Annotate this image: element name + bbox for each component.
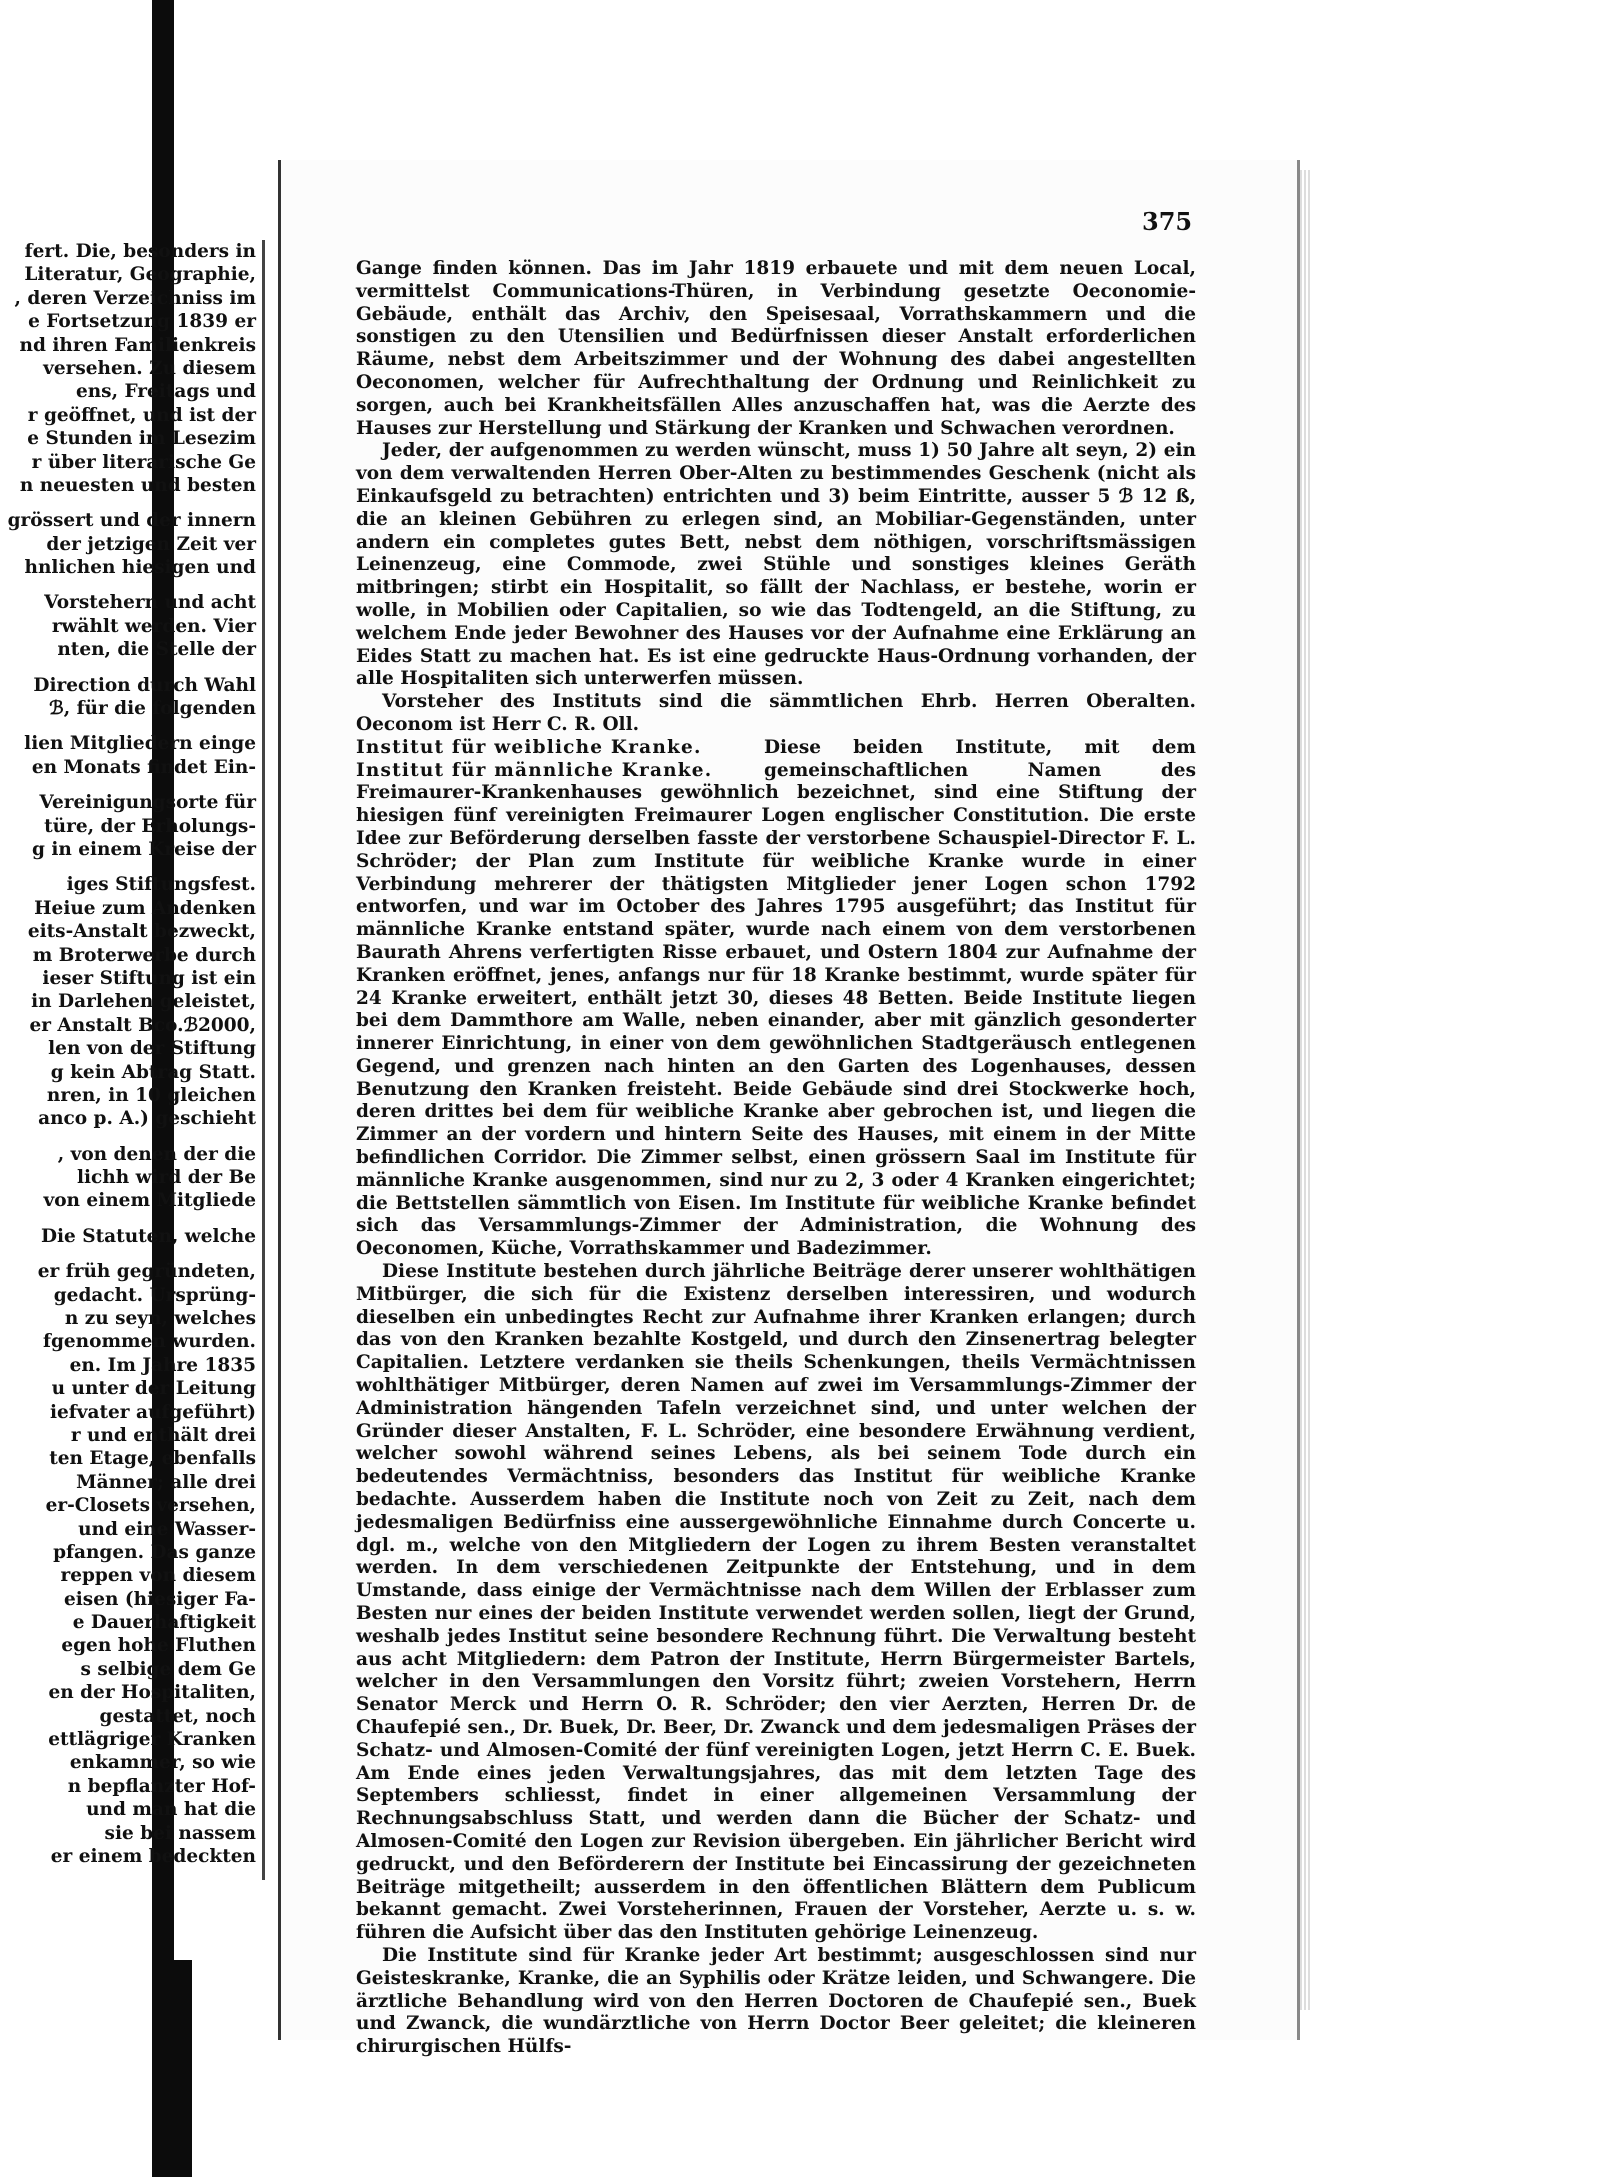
- left-page-line: [0, 497, 256, 509]
- left-page-fragment: [0, 240, 265, 1880]
- left-page-line: eisen (hiesiger Fa-: [63, 1588, 256, 1610]
- left-page-line: [0, 861, 256, 873]
- paragraph-freimaurer-krankenhaus: [356, 737, 1196, 1261]
- left-page-line: [0, 1248, 256, 1260]
- left-page-line: len von der Stiftung: [48, 1038, 256, 1060]
- left-page-line: [0, 779, 256, 791]
- left-page-line: von einem Mitgliede: [43, 1190, 256, 1212]
- paragraph-oeconomie: Gange finden können. Das im Jahr 1819 erbauete und mit dem neuen Local, vermittelst Communications-Thüren, in Verbindung gesetzte Oeconomie-Gebäude, enthält das Archiv, den Speisesaal, Vorrathskammern und die sonstigen zu den Utensilien und Bedürfnissen dieser Anstalt erforderlichen Räume, nebst dem Arbeitszimmer und der Wohnung des dabei angestellten Oeconomen, welcher für Aufrechthaltung der Ordnung und Reinlichkeit zu sorgen, auch bei Krankheitsfällen Alles anzuschaffen hat, was die Aerzte des Hauses zur Herstellung und Stärkung der Kranken und Schwachen verordnen.: [356, 258, 1196, 439]
- left-page-line: fert. Die, besonders in: [24, 241, 256, 262]
- left-page-line: nd ihren Familienkreis: [19, 334, 256, 356]
- left-page-line: en Monats findet Ein-: [31, 756, 256, 778]
- left-page-line: in Darlehen geleistet,: [31, 991, 256, 1013]
- left-page-line: en der Hospitaliten,: [48, 1682, 256, 1704]
- left-page-line: g kein Abtrag Statt.: [50, 1061, 256, 1083]
- left-page-text: [0, 240, 256, 1868]
- left-page-line: e Stunden im Lesezim: [27, 428, 256, 450]
- left-page-line: ettlägriger Kranken: [48, 1729, 256, 1751]
- left-page-line: eits-Anstalt bezweckt,: [27, 921, 256, 943]
- left-page-line: egen hohe Fluthen: [61, 1635, 256, 1657]
- left-page-line: [0, 662, 256, 674]
- left-page-line: hnlichen hiesigen und: [24, 557, 256, 579]
- left-page-line: n bepflanzter Hof-: [67, 1775, 256, 1797]
- left-page-line: fgenommen wurden.: [43, 1331, 256, 1353]
- main-text-column: [356, 258, 1196, 2059]
- left-page-line: gestattet, noch: [99, 1705, 256, 1727]
- left-page-line: en. Im Jahre 1835: [69, 1354, 256, 1376]
- paragraph-freimaurer-text: Diese beiden Institute, mit dem gemeinschaftlichen Namen des Freimaurer-Krankenhauses gewöhnlich bezeichnet, sind eine Stiftung der hiesigen fünf vereinigten Freimaurer Logen englischer Constitution. Die erste Idee zur Beförderung derselben fasste der verstorbene Schauspiel-Director F. L. Schröder; der Plan zum Institute für weibliche Kranke wurde in einer Verbindung mehrerer der thätigsten Mitglieder jener Logen schon 1792 entworfen, und war im October des Jahres 1795 ausgeführt; das Institut für männliche Kranke entstand später, wurde nach einem von dem verstorbenen Baurath Ahrens verfertigten Risse erbauet, und Ostern 1804 zur Aufnahme der Kranken eröffnet, jenes, anfangs nur für 18 Kranke bestimmt, wurde später für 24 Kranke erweitert, enthält jetzt 30, dieses 48 Betten. Beide Institute liegen bei dem Dammthore am Walle, neben einander, aber mit gänzlich gesonderter innerer Einrichtung, in einer von dem gewöhnlichen Stadtgeräusch entlegenen Gegend, und grenzen nach hinten an den Garten des Logenhauses, dessen Benutzung den Kranken freisteht. Beide Gebäude sind drei Stockwerke hoch, deren drittes bei dem für weibliche Kranke aber gebrochen ist, und liegen die Zimmer an der vordern und hintern Seite des Hauses, mit einem in der Mitte befindlichen Corridor. Die Zimmer selbst, einen grössern Saal im Institute für männliche Kranke ausgenommen, sind nur zu 2, 3 oder 4 Kranken eingerichtet; die Bettstellen sämmtlich von Eisen. Im Institute für weibliche Kranke befindet sich das Versammlungs-Zimmer der Administration, die Wohnung des Oeconomen, Küche, Vorrathskammer und Badezimmer.: [356, 736, 1196, 1260]
- left-page-line: iges Stiftungsfest.: [66, 874, 256, 896]
- left-page-line: ens, Freitags und: [75, 381, 256, 403]
- page-edges: [1300, 170, 1312, 2010]
- left-page-line: s selbige dem Ge: [80, 1658, 256, 1680]
- left-page-line: Die Statuten, welche: [40, 1225, 256, 1247]
- left-page-line: [0, 579, 256, 591]
- left-page-line: pfangen. Das ganze: [53, 1541, 256, 1563]
- left-page-line: n neuesten und besten: [19, 474, 256, 496]
- left-page-line: nren, in 10 gleichen: [46, 1084, 256, 1106]
- left-page-line: er einem bedeckten: [50, 1846, 256, 1867]
- left-page-line: Direction durch Wahl: [33, 674, 256, 696]
- heading-weibliche-kranke: Institut für weibliche Kranke.: [356, 736, 702, 758]
- left-page-line: , von denen der die: [57, 1143, 256, 1165]
- left-page-line: [0, 1213, 256, 1225]
- left-page-line: Vereinigungsorte für: [39, 792, 256, 814]
- left-page-line: r über literarische Ge: [31, 451, 256, 473]
- left-page-line: türe, der Erholungs-: [44, 815, 256, 837]
- section-headings: [356, 737, 756, 783]
- left-page-line: lichh wird der Be: [76, 1167, 256, 1189]
- paragraph-kranke-jeder-art: Die Institute sind für Kranke jeder Art bestimmt; ausgeschlossen sind nur Geisteskranke, Kranke, die an Syphilis oder Krätze leiden, und Schwangere. Die ärztliche Behandlung wird von den Herren Doctoren de Chaufepié sen., Buek und Zwanck, die wundärztliche von Herrn Doctor Beer geleitet; die kleineren chirurgischen Hülfs-: [356, 1944, 1196, 2058]
- left-page-line: r und enthält drei: [70, 1424, 256, 1446]
- page-number: 375: [1142, 207, 1193, 236]
- left-page-line: versehen. Zu diesem: [43, 357, 256, 379]
- left-page-line: g in einem Kreise der: [31, 838, 256, 860]
- left-page-line: er-Closets versehen,: [45, 1495, 256, 1517]
- left-page-line: n zu seyn, welches: [64, 1308, 256, 1330]
- left-page-line: Vorstehern und acht: [44, 592, 256, 614]
- left-page-line: enkammer, so wie: [69, 1752, 256, 1774]
- left-page-line: anco p. A.) geschieht: [38, 1108, 256, 1130]
- left-page-line: ieser Stiftung ist ein: [42, 967, 256, 989]
- left-page-line: sie bei nassem: [104, 1822, 256, 1844]
- left-page-line: er Anstalt Bco.ℬ2000,: [29, 1014, 256, 1036]
- left-page-line: [0, 720, 256, 732]
- paragraph-vorsteher: Vorsteher des Instituts sind die sämmtlichen Ehrb. Herren Oberalten. Oeconom ist Herr C. R. Oll.: [356, 691, 1196, 735]
- left-page-line: r geöffnet, und ist der: [27, 404, 256, 426]
- left-page-line: Heiue zum Andenken: [34, 897, 256, 919]
- left-page-line: der jetzigen Zeit ver: [46, 533, 256, 555]
- left-page-line: er früh gegründeten,: [37, 1261, 256, 1283]
- left-page-line: [0, 1131, 256, 1143]
- left-page-line: und man hat die: [86, 1799, 256, 1821]
- book-gutter-bottom: [152, 1960, 192, 2177]
- left-page-line: ten Etage, ebenfalls: [49, 1448, 256, 1470]
- heading-maennliche-kranke: Institut für männliche Kranke.: [356, 759, 713, 781]
- left-page-line: rwählt werden. Vier: [51, 615, 256, 637]
- left-page-line: Literatur, Geographie,: [24, 264, 256, 286]
- paragraph-aufnahme: Jeder, der aufgenommen zu werden wünscht, muss 1) 50 Jahre alt seyn, 2) ein von dem verwaltenden Herren Ober-Alten zu bestimmendes Geschenk (nicht als Einkaufsgeld zu betrachten) entrichten und 3) beim Eintritte, ausser 5 ℬ 12 ß, die an kleinen Gebühren zu erlegen sind, an Mobiliar-Gegenständen, unter andern ein completes gutes Bett, nebst dem nöthigen, vorschriftsmässigen Leinenzeug, eine Commode, zwei Stühle und sonstiges kleines Geräth mitbringen; stirbt ein Hospitalit, so fällt der Nachlass, er bestehe, worin er wolle, in Mobilien oder Capitalien, so wie das Todtengeld, an die Stiftung, zu welchem Ende jeder Bewohner des Hauses vor der Aufnahme eine Erklärung an Eides Statt zu machen hat. Es ist eine gedruckte Haus-Ordnung vorhanden, der alle Hospitaliten sich unterwerfen müssen.: [356, 440, 1196, 690]
- left-page-line: , deren Verzeichniss im: [14, 287, 256, 309]
- paragraph-beitraege: Diese Institute bestehen durch jährliche Beiträge derer unserer wohlthätigen Mitbürger, die sich für die Existenz derselben interessiren, und wodurch dieselben ein unbedingtes Recht zur Aufnahme ihrer Kranken erlangen; durch das von den Kranken bezahlte Kostgeld, und durch den Zinsenertrag belegter Capitalien. Letztere verdanken sie theils Schenkungen, theils Vermächtnissen wohlthätiger Mitbürger, deren Namen auf zwei im Versammlungs-Zimmer der Administration hängenden Tafeln verzeichnet sind, und unter welchen der Gründer dieser Anstalten, F. L. Schröder, eine besondere Erwähnung verdient, welcher sowohl während seines Lebens, als bei seinem Tode durch ein bedeutendes Vermächtniss, besonders das Institut für weibliche Kranke bedachte. Ausserdem haben die Institute noch von Zeit zu Zeit, nach dem jedesmaligen Bedürfniss eine aussergewöhnliche Einnahme durch Concerte u. dgl. m., welche von den Mitgliedern der Logen zu ihrem Besten veranstaltet werden. In dem verschiedenen Zeitpunkte der Entstehung, und in dem Umstande, dass einige der Vermächtnisse nach dem Willen der Erblasser zum Besten nur eines der beiden Institute verwendet werden sollen, liegt der Grund, weshalb jedes Institut seine besondere Rechnung führt. Die Verwaltung besteht aus acht Mitgliedern: dem Patron der Institute, Herrn Bürgermeister Bartels, welcher in den Versammlungen den Vorsitz führt; zweien Vorstehern, Herrn Senator Merck und Herrn O. R. Schröder; den vier Aerzten, Herren Dr. de Chaufepié sen., Dr. Buek, Dr. Beer, Dr. Zwanck und dem jedesmaligen Präses der Schatz- und Almosen-Comité der fünf vereinigten Logen, jetzt Herrn C. E. Buek. Am Ende eines jeden Verwaltungsjahres, das mit dem letzten Tage des Septembers schliesst, findet in einer allgemeinen Versammlung der Rechnungsabschluss Statt, und werden dann die Bücher der Schatz- und Almosen-Comité den Logen zur Revision übergeben. Ein jährlicher Bericht wird gedruckt, und den Beförderern der Institute bei Eincassirung der gezeichneten Beiträge mitgetheilt; ausserdem in den öffentlichen Blättern dem Publicum bekannt gemacht. Zwei Vorsteherinnen, Frauen der Vorsteher, Aerzte u. s. w. führen die Aufsicht über das den Instituten gehörige Leinenzeug.: [356, 1261, 1196, 1944]
- left-page-line: ℬ, für die folgenden: [49, 698, 256, 720]
- left-page-line: u unter der Leitung: [51, 1378, 256, 1400]
- left-page-line: iefvater aufgeführt): [49, 1401, 256, 1423]
- left-page-line: und eine Wasser-: [78, 1518, 256, 1540]
- left-page-line: nten, die Stelle der: [57, 639, 256, 661]
- left-page-line: e Fortsetzung 1839 er: [28, 311, 256, 333]
- left-page-line: e Dauerhaftigkeit: [72, 1612, 256, 1634]
- left-page-line: lien Mitgliedern einge: [24, 733, 256, 755]
- left-page-line: gedacht. Ursprüng-: [53, 1284, 256, 1306]
- left-page-line: reppen von diesem: [60, 1565, 256, 1587]
- left-page-line: Männer; alle drei: [76, 1471, 256, 1493]
- left-page-line: m Broterwerbe durch: [32, 944, 256, 966]
- left-page-line: grössert und der innern: [7, 510, 256, 532]
